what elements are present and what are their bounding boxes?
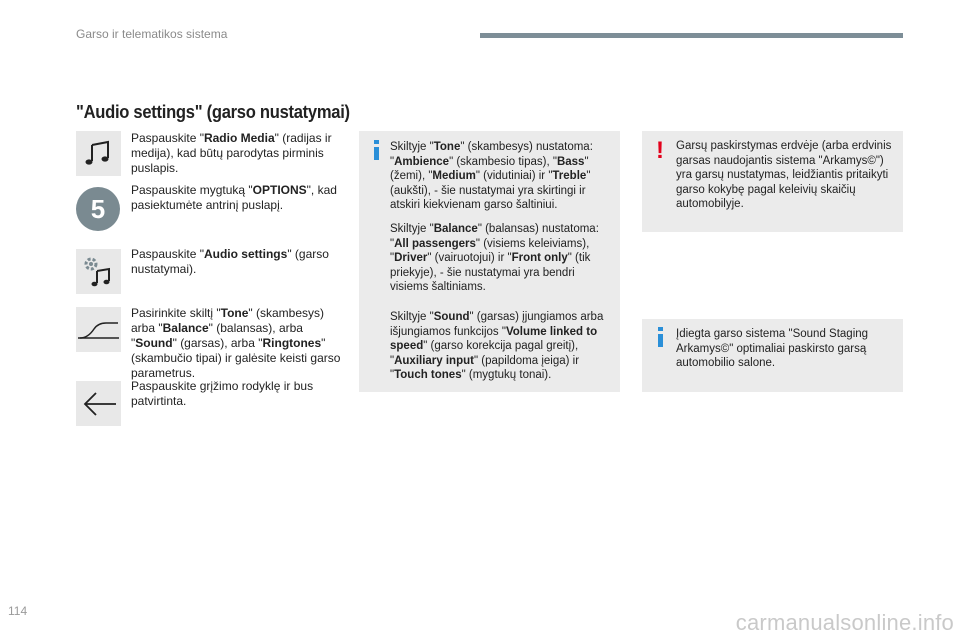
info-text: Įdiegta garso sistema "Sound Staging Arkamys©" optimaliai paskirsto garsą automobilio salone. <box>676 328 869 369</box>
page-title: "Audio settings" (garso nustatymai) <box>76 102 350 122</box>
tone-balance-sound-panel <box>359 131 620 392</box>
watermark: carmanualsonline.info <box>735 610 954 635</box>
step-4-text: Pasirinkite skiltį "Tone" (skambesys) arba "Balance" (balansas), arba "Sound" (garsas), arba "Ringtones" (skambučio tipai) ir galėsite keisti garso parametrus. <box>131 306 341 380</box>
step-5-text: Paspauskite grįžimo rodyklę ir bus patvirtinta. <box>131 379 314 408</box>
step-2-badge: 5 <box>76 187 120 231</box>
step-1-text: Paspauskite "Radio Media" (radijas ir medija), kad būtų parodytas pirminis puslapis. <box>131 131 332 175</box>
info-icon <box>652 327 670 347</box>
tone-curve-icon <box>76 307 121 352</box>
page-number: 114 <box>8 604 28 618</box>
balance-paragraph: Skiltyje "Balance" (balansas) nustatoma: "All passengers" (visiems keleiviams), "Driver" (vairuotojui) ir "Front only" (tik priekyje), - šie nustatymai yra bendri visiems šaltiniams. <box>390 223 599 293</box>
info-icon <box>368 140 386 160</box>
arkamys-warning-panel <box>642 131 903 232</box>
step-1-icon-box <box>76 131 121 176</box>
step-3-text: Paspauskite "Audio settings" (garso nustatymai). <box>131 247 329 276</box>
sound-paragraph: Skiltyje "Sound" (garsas) įjungiamos arba išjungiamos funkcijos "Volume linked to speed" (garso korekcija pagal greitį), "Auxiliary input" (papildoma įeiga) ir "Touch tones" (mygtukų tonai). <box>390 311 604 381</box>
music-settings-icon <box>76 249 121 294</box>
music-note-icon <box>76 131 121 176</box>
step-4-icon-box <box>76 307 121 352</box>
tone-paragraph: Skiltyje "Tone" (skambesys) nustatoma: "Ambience" (skambesio tipas), "Bass" (žemi), "Medium" (vidutiniai) ir "Treble" (aukšti), - šie nustatymai yra skirtingi ir atskiri kiekvienam garso šaltiniui. <box>390 141 593 211</box>
sound-staging-info-panel <box>642 319 903 392</box>
warning-text: Garsų paskirstymas erdvėje (arba erdvinis garsas naudojantis sistema "Arkamys©") yra garsų nustatymas, leidžiantis pritaikyti garso kokybę pagal keleivių skaičių automobilyje. <box>676 140 892 210</box>
step-2-text: Paspauskite mygtuką "OPTIONS", kad pasiektumėte antrinį puslapį. <box>131 183 337 212</box>
step-3-icon-box <box>76 249 121 294</box>
header-divider-bar <box>480 33 903 38</box>
back-arrow-icon <box>76 381 121 426</box>
step-5-icon-box <box>76 381 121 426</box>
warning-icon: ! <box>656 137 664 164</box>
header-section-title: Garso ir telematikos sistema <box>76 27 228 41</box>
